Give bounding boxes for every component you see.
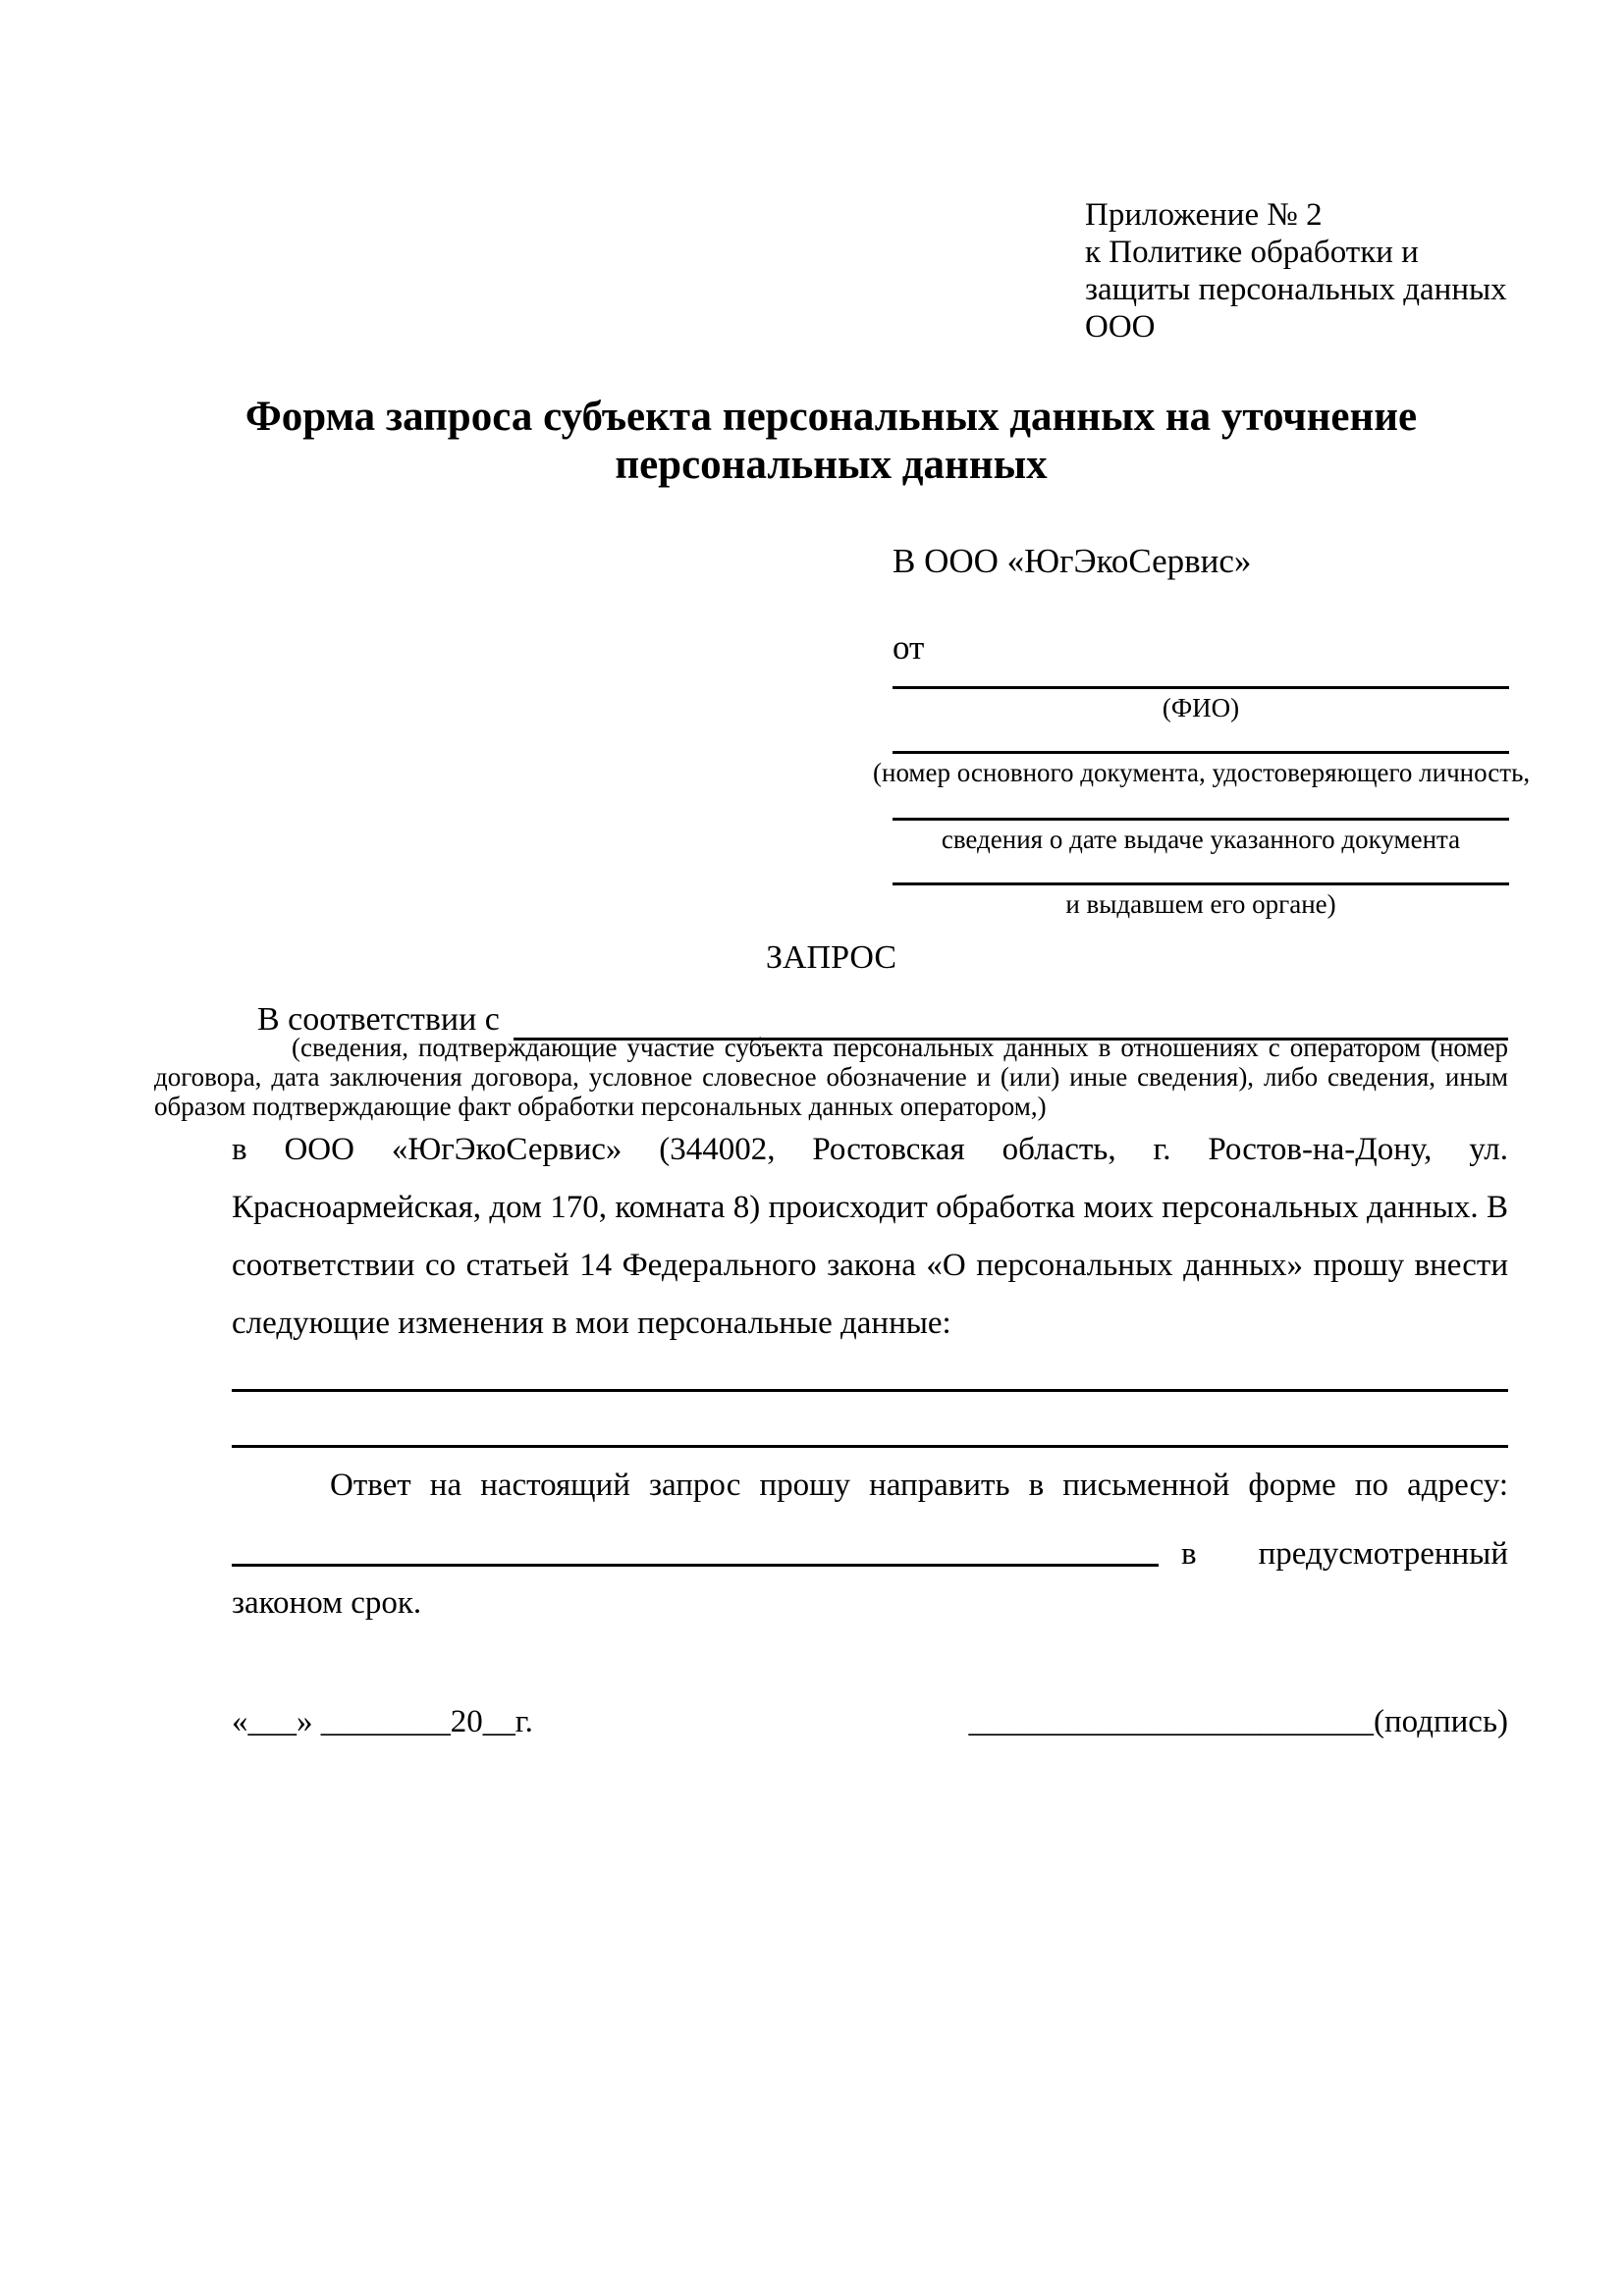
accordance-caption: (сведения, подтверждающие участие субъекта персональных данных в отношениях с оператором (номер договора, дата заключения договора, условное словесное обозначение и (или) иные сведения), либо сведения, иным образом подтверждающие факт обработки персональных данных оператором,) xyxy=(154,1033,1508,1121)
reply-words xyxy=(1181,1536,1508,1573)
issue-date-fill-line xyxy=(893,791,1509,821)
document-title xyxy=(154,393,1508,489)
changes-fill-line-2 xyxy=(232,1420,1508,1448)
title-line: персональных данных xyxy=(615,442,1048,488)
request-heading: ЗАПРОС xyxy=(765,939,897,976)
reply-paragraph-tail: законом срок. xyxy=(232,1585,422,1621)
annex-note xyxy=(1085,196,1522,346)
changes-fill-line-1 xyxy=(232,1364,1508,1392)
date-signature-row xyxy=(232,1700,1508,1743)
reply-word: в xyxy=(1181,1536,1197,1572)
issuing-authority-caption: и выдавшем его органе) xyxy=(1065,889,1336,919)
document-number-caption: (номер основного документа, удостоверяющего личность, xyxy=(873,758,1531,787)
body-paragraph: в ООО «ЮгЭкоСервис» (344002, Ростовская область, г. Ростов-на-Дону, ул. Красноармейская, дом 170, комната 8) происходит обработка моих персональных данных. В соответствии со статьей 14 Федерального закона «О персональных данных» прошу внести следующие изменения в мои персональные данные: xyxy=(232,1132,1508,1341)
reply-paragraph-line1: Ответ на настоящий запрос прошу направить в письменной форме по адресу: xyxy=(330,1468,1508,1503)
document-number-fill-line xyxy=(893,724,1509,754)
annex-line: к Политике обработки и xyxy=(1085,235,1419,270)
title-line: Форма запроса субъекта персональных данных на уточнение xyxy=(244,394,1418,440)
recipient-line: В ООО «ЮгЭкоСервис» xyxy=(893,542,1252,580)
accordance-lead: В соответствии с xyxy=(257,1001,500,1038)
annex-line: ООО xyxy=(1085,309,1156,345)
fio-fill-line xyxy=(893,660,1509,689)
issuing-authority-fill-line xyxy=(893,856,1509,885)
address-fill-line xyxy=(232,1564,1159,1567)
reply-address-row xyxy=(232,1520,1508,1578)
annex-line: защиты персональных данных xyxy=(1085,272,1507,307)
date-fill-line: «___» ________20__г. xyxy=(232,1704,533,1739)
signature-fill-line: _________________________(подпись) xyxy=(968,1704,1508,1739)
fio-caption: (ФИО) xyxy=(1162,693,1240,722)
reply-word: предусмотренный xyxy=(1258,1536,1508,1572)
from-label: от xyxy=(893,628,925,667)
annex-line: Приложение № 2 xyxy=(1085,197,1323,233)
issue-date-caption: сведения о дате выдаче указанного документа xyxy=(941,825,1461,854)
